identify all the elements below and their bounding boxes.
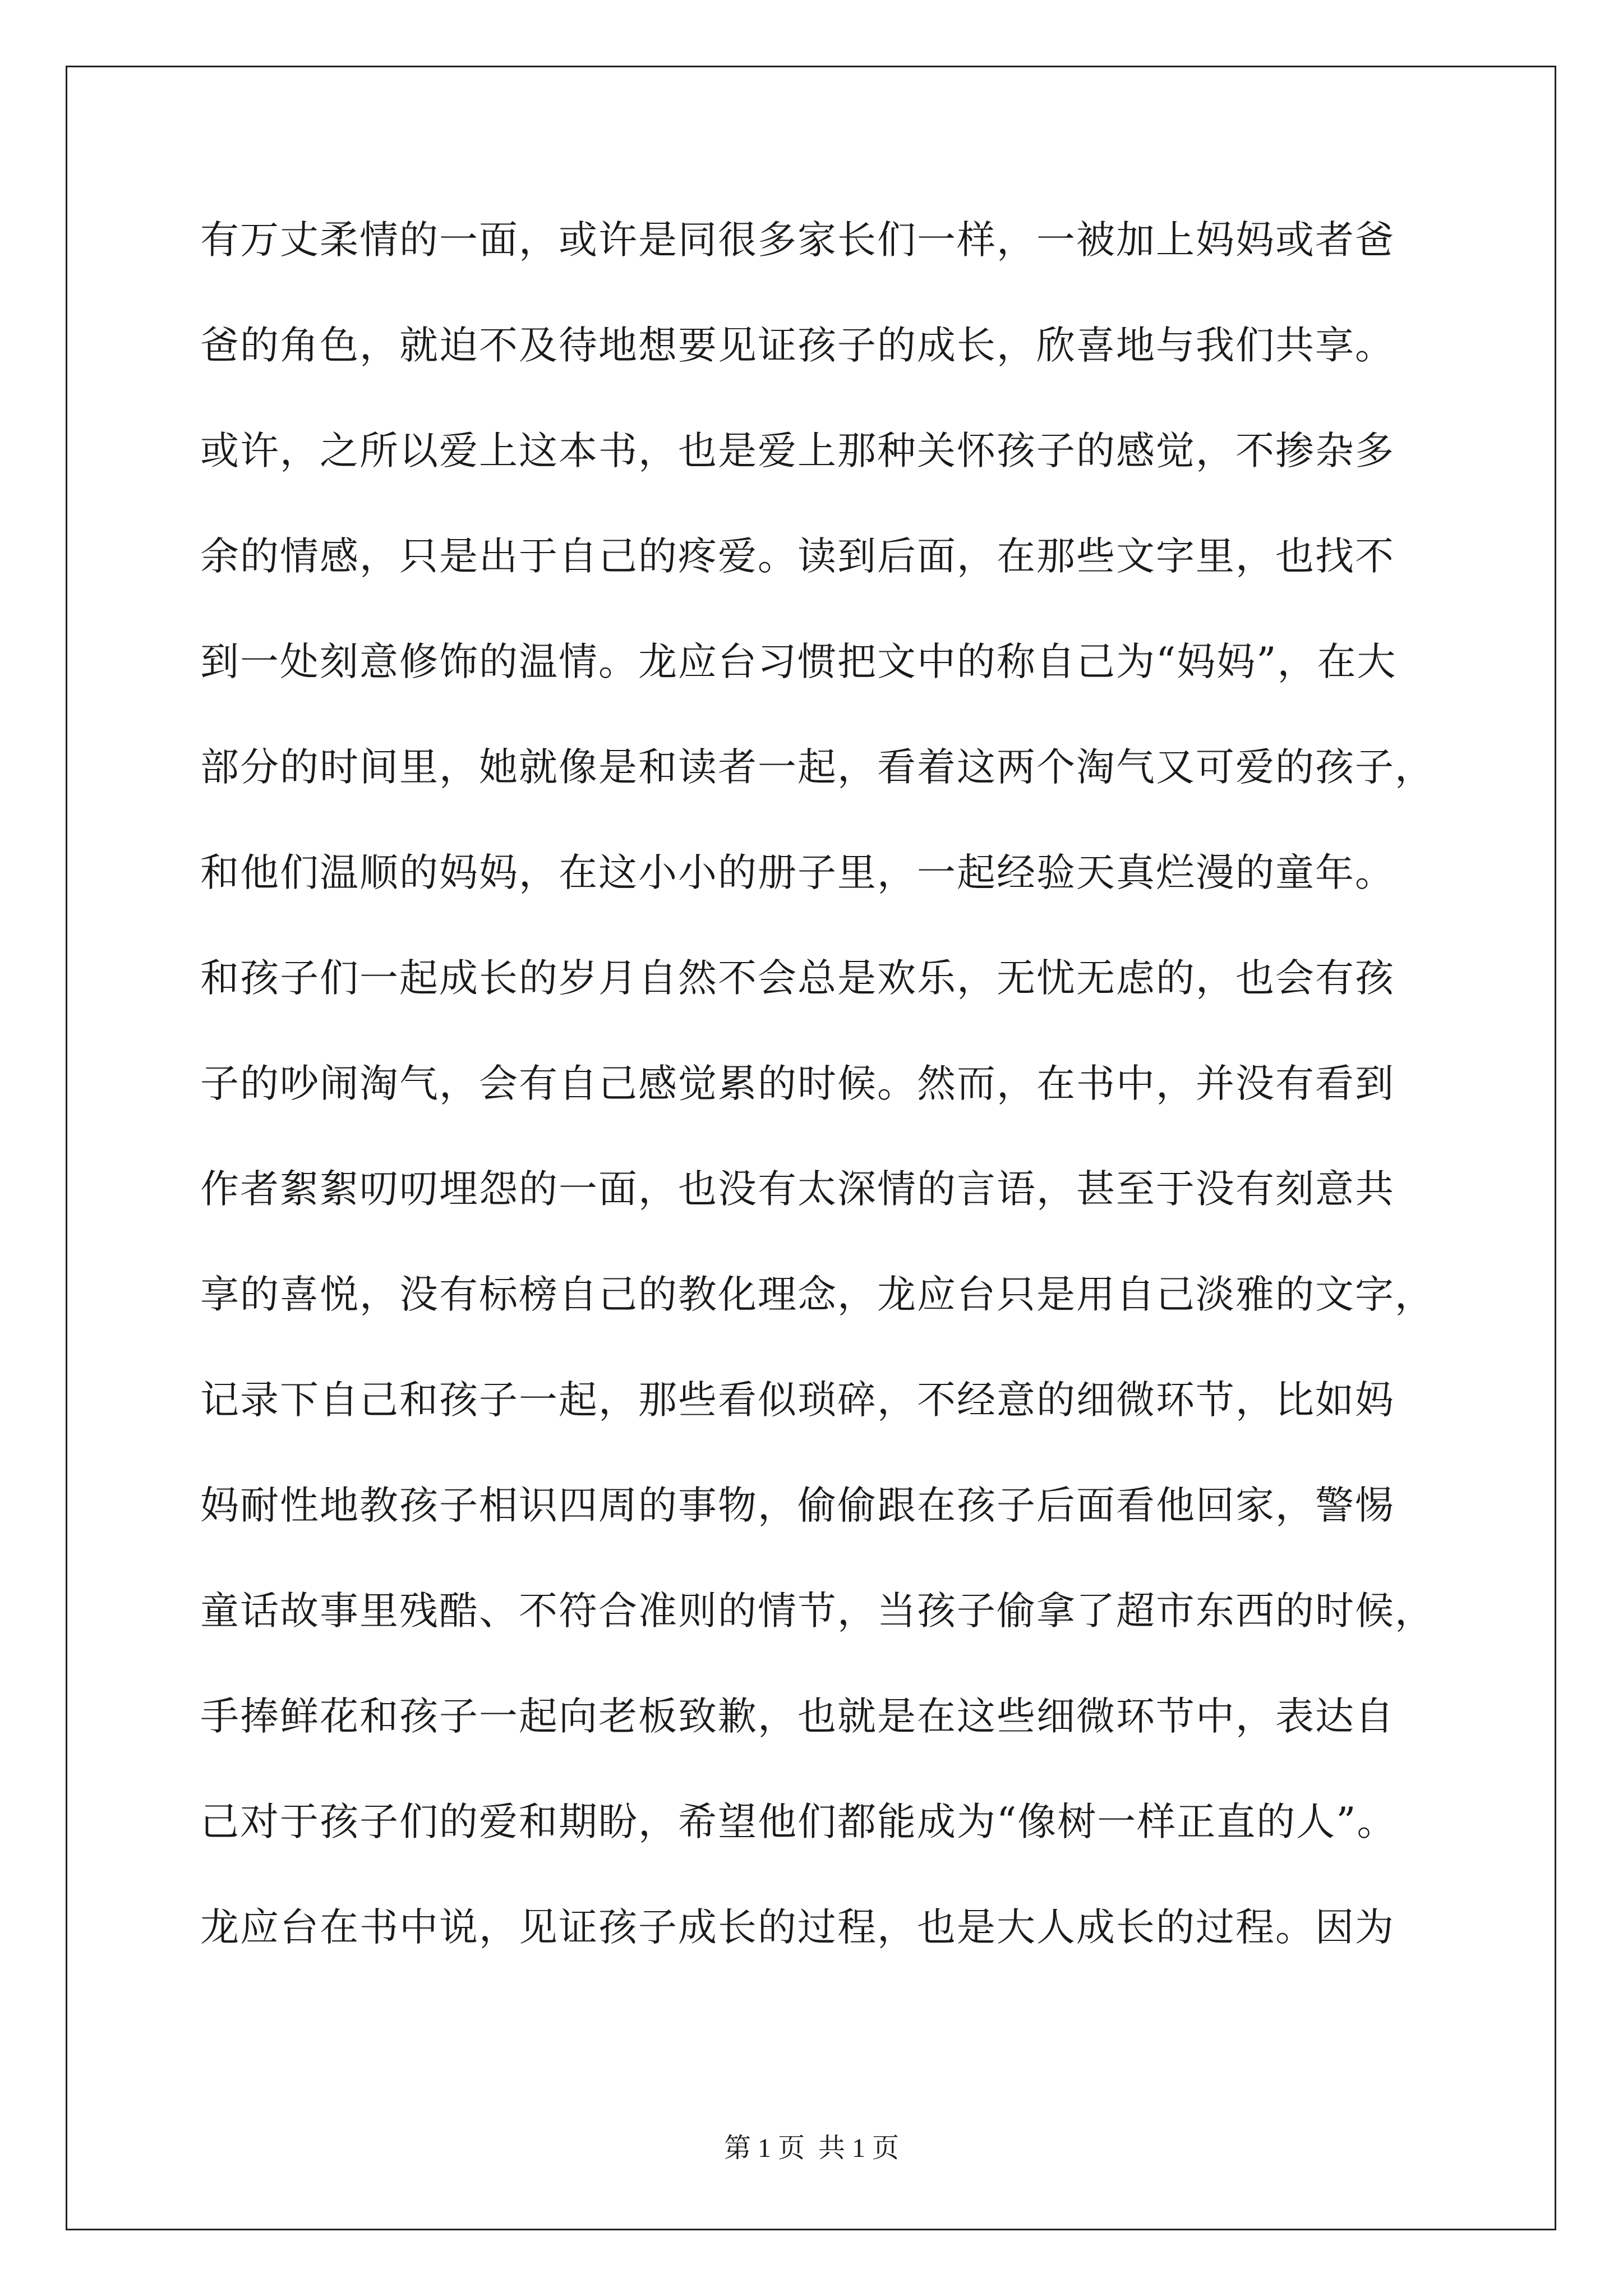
text-line-7: 和他们温顺的妈妈，在这小小的册子里，一起经验天真烂漫的童年。 <box>200 850 1395 895</box>
text-line-8: 和孩子们一起成长的岁月自然不会总是欢乐，无忧无虑的，也会有孩 <box>200 956 1395 1001</box>
text-line-1: 有万丈柔情的一面，或许是同很多家长们一样，一被加上妈妈或者爸 <box>200 218 1395 263</box>
page-footer <box>0 2132 1623 2165</box>
text-line-16: 己对于孩子们的爱和期盼，希望他们都能成为“像树一样正直的人”。 <box>200 1800 1397 1844</box>
text-line-10: 作者絮絮叨叨埋怨的一面，也没有太深情的言语，甚至于没有刻意共 <box>200 1167 1395 1212</box>
text-line-6: 部分的时间里，她就像是和读者一起，看着这两个淘气又可爱的孩子， <box>200 745 1435 790</box>
page-total: 共 1 页 <box>818 2133 900 2163</box>
document-body <box>200 214 1468 2007</box>
text-line-12: 记录下自己和孩子一起，那些看似琐碎，不经意的细微环节，比如妈 <box>200 1378 1395 1423</box>
text-line-3: 或许，之所以爱上这本书，也是爱上那种关怀孩子的感觉，不掺杂多 <box>200 429 1395 473</box>
text-line-9: 子的吵闹淘气，会有自己感觉累的时候。然而，在书中，并没有看到 <box>200 1061 1395 1106</box>
text-line-15: 手捧鲜花和孩子一起向老板致歉，也就是在这些细微环节中，表达自 <box>200 1694 1395 1739</box>
text-line-13: 妈耐性地教孩子相识四周的事物，偷偷跟在孩子后面看他回家，警惕 <box>200 1483 1395 1528</box>
text-line-5: 到一处刻意修饰的温情。龙应台习惯把文中的称自己为“妈妈”，在大 <box>200 639 1397 684</box>
text-line-2: 爸的角色，就迫不及待地想要见证孩子的成长，欣喜地与我们共享。 <box>200 323 1395 368</box>
text-line-11: 享的喜悦，没有标榜自己的教化理念，龙应台只是用自己淡雅的文字， <box>200 1272 1435 1317</box>
text-line-17: 龙应台在书中说，见证孩子成长的过程，也是大人成长的过程。因为 <box>200 1905 1395 1950</box>
text-line-14: 童话故事里残酷、不符合准则的情节，当孩子偷拿了超市东西的时候， <box>200 1589 1435 1634</box>
text-line-4: 余的情感，只是出于自己的疼爱。读到后面，在那些文字里，也找不 <box>200 534 1395 579</box>
page-number: 第 1 页 <box>723 2133 805 2163</box>
